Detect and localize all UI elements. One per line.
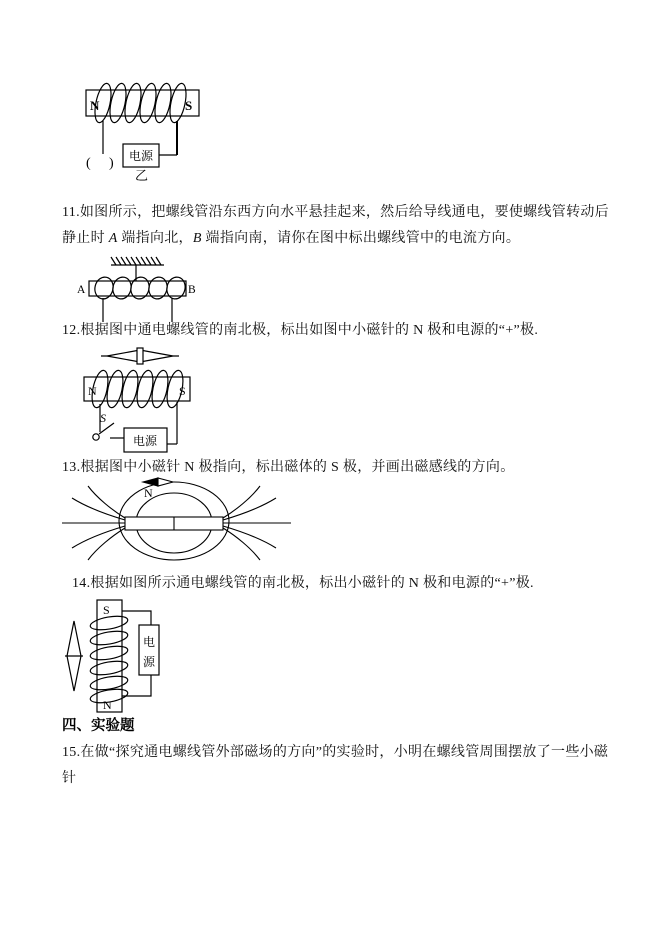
end-label-b-ref: B (192, 231, 202, 246)
pole-label-s: S (103, 603, 110, 617)
field-lines-right (223, 486, 291, 560)
diagram-solenoid-yi (78, 80, 228, 190)
question-11-text: 端指向北， (117, 231, 193, 246)
diagram-bar-magnet-field (55, 474, 300, 570)
question-11-text: 11.如图所示，把螺线管沿东西方向水平悬挂起来，然后给导线通电，要使螺线管转动后静止时 (62, 205, 609, 246)
power-source-label: 电源 (129, 149, 154, 163)
terminal-close-bracket: ) (109, 156, 114, 171)
compass-needle-icon (101, 348, 179, 364)
section-heading: 四、实验题 (62, 718, 135, 734)
question-15: 15.在做“探究通电螺线管外部磁场的方向”的实验时，小明在螺线管周围摆放了一些小磁针 (62, 745, 609, 786)
switch-symbol-icon (93, 423, 124, 440)
pole-label-n: N (88, 384, 97, 398)
pole-label-n: N (103, 698, 112, 712)
question-14: 14.根据如图所示通电螺线管的南北极，标出小磁针的 N 极和电源的“+”极. (72, 576, 534, 591)
pole-label-n: N (90, 98, 100, 113)
end-label-a-ref: A (108, 231, 118, 246)
needle-label-n: N (144, 486, 153, 500)
power-label-line2: 源 (143, 655, 156, 669)
solenoid-core (89, 281, 186, 296)
figure-caption-yi: 乙 (135, 168, 149, 183)
end-label-b: B (188, 284, 196, 296)
field-lines-left (62, 486, 125, 560)
question-11 (62, 200, 614, 252)
diagram-solenoid-with-switch (78, 344, 213, 458)
power-label-line1: 电 (143, 635, 156, 649)
diagram-hanging-solenoid (60, 250, 265, 328)
power-source-label: 电源 (133, 434, 158, 448)
question-12: 12.根据图中通电螺线管的南北极，标出如图中小磁针的 N 极和电源的“+”极. (62, 323, 539, 338)
compass-needle-icon (143, 478, 173, 486)
ceiling-hatch-icon (111, 257, 164, 265)
diagram-vertical-solenoid (58, 595, 193, 719)
end-label-a: A (77, 284, 86, 296)
question-13: 13.根据图中小磁针 N 极指向，标出磁体的 S 极，并画出磁感线的方向。 (62, 460, 515, 475)
compass-needle-icon (65, 621, 83, 691)
pole-label-s: S (179, 384, 186, 398)
pole-label-s: S (185, 98, 193, 113)
question-11-text: 端指向南，请你在图中标出螺线管中的电流方向。 (201, 231, 521, 246)
switch-label: S (100, 411, 106, 425)
terminal-open-bracket: ( (86, 156, 91, 171)
